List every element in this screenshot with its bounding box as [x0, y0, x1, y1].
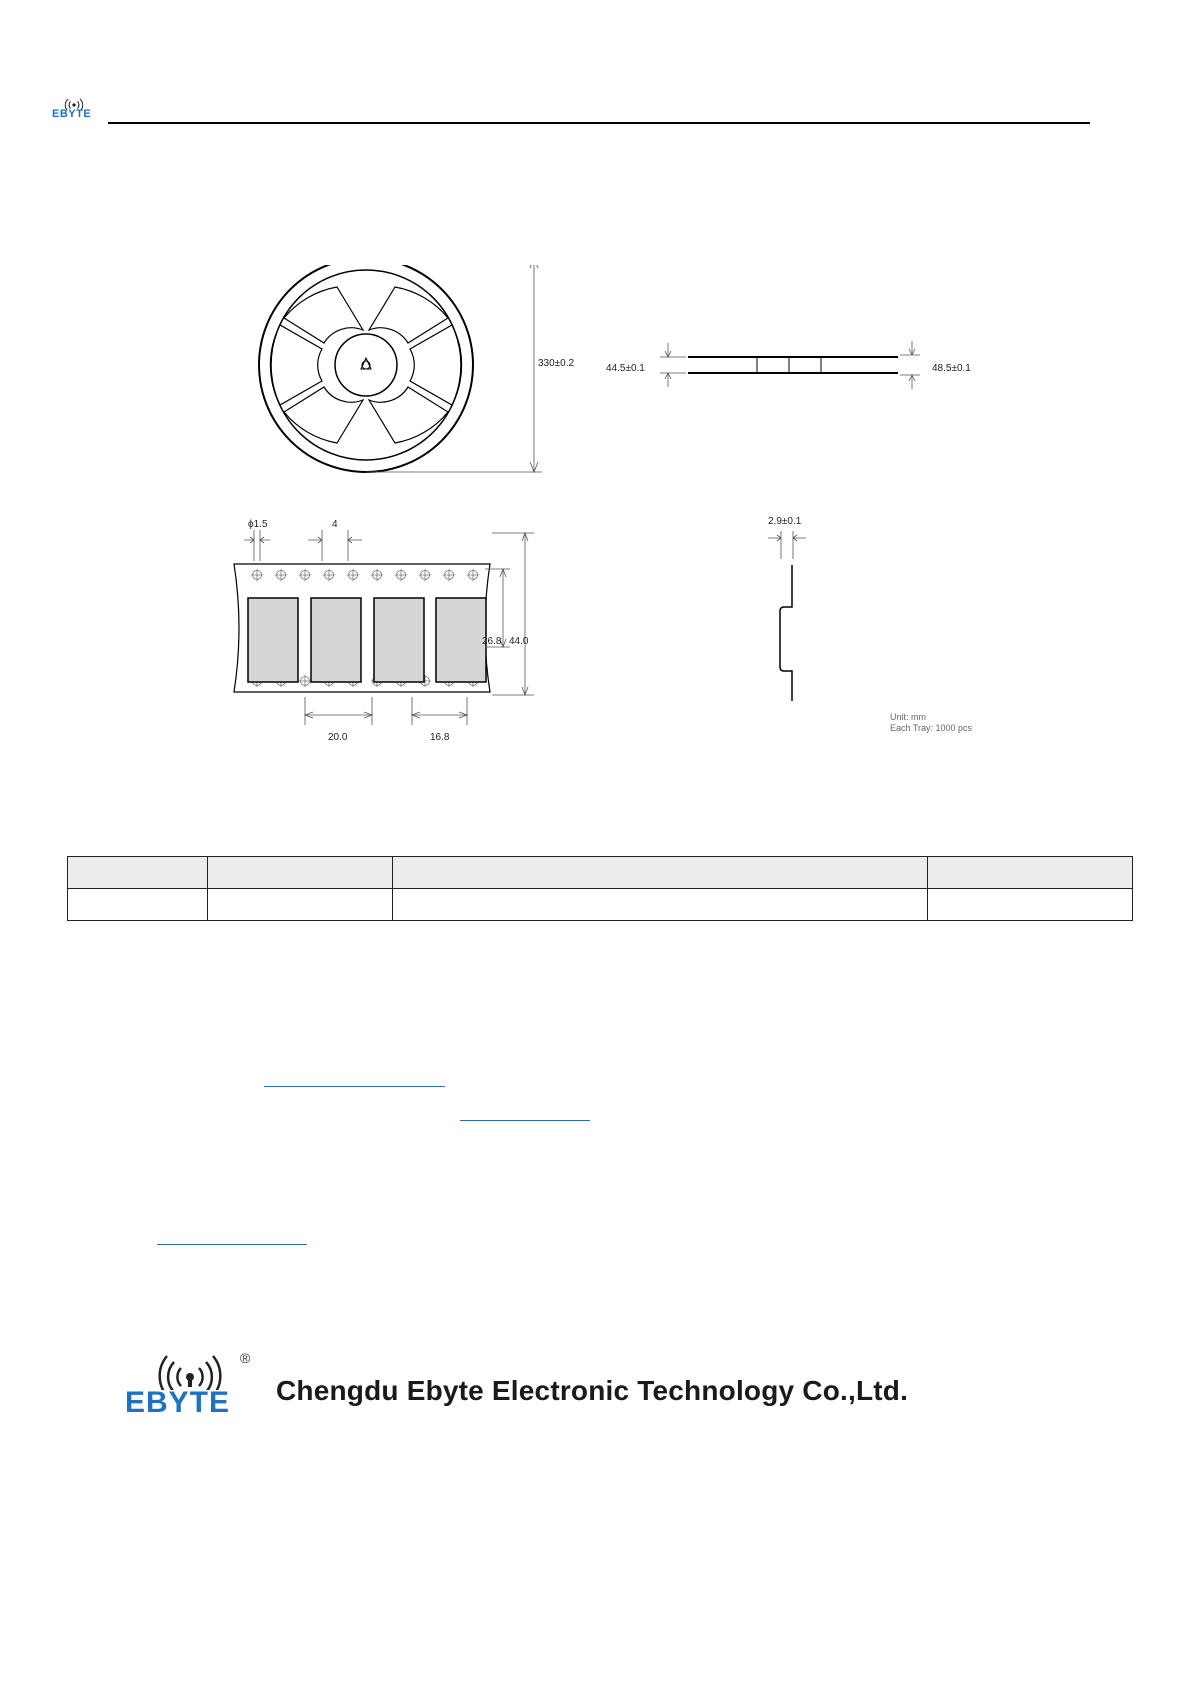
link-underline-2[interactable]	[460, 1120, 590, 1121]
tape-width-label: 44.0	[509, 636, 529, 647]
side-width-dimensions	[660, 341, 920, 389]
component-cavity	[374, 598, 424, 682]
table-cell	[208, 857, 393, 889]
registered-mark: ®	[240, 1350, 251, 1366]
link-underline-1[interactable]	[264, 1086, 445, 1087]
inner-width-label: 44.5±0.1	[606, 363, 645, 374]
table-cell	[928, 857, 1133, 889]
table-cell	[68, 889, 208, 921]
reel-side-view	[688, 357, 898, 373]
signal-icon	[125, 1350, 255, 1390]
component-cavity	[311, 598, 361, 682]
header-logo	[52, 96, 96, 122]
header-rule	[108, 122, 1090, 124]
reel-front-view	[259, 265, 473, 472]
cavity-height-label: 26.8	[482, 636, 502, 647]
table-cell	[68, 857, 208, 889]
footer-logo-text: EBYTE	[125, 1386, 231, 1419]
table-row	[68, 889, 1133, 921]
link-underline-3[interactable]	[157, 1244, 307, 1245]
thickness-dimension	[768, 531, 806, 559]
packaging-drawing	[220, 265, 1000, 755]
table-header-row	[68, 857, 1133, 889]
component-cavity	[248, 598, 298, 682]
carrier-tape-view	[234, 564, 490, 692]
table-cell	[928, 889, 1133, 921]
reel-diameter-label: 330±0.2	[538, 358, 575, 369]
tape-side-profile	[780, 565, 792, 701]
table-cell	[393, 857, 928, 889]
hole-diameter-label: ϕ1.5	[248, 519, 268, 530]
table-cell	[393, 889, 928, 921]
company-name: Chengdu Ebyte Electronic Technology Co.,Ltd.	[276, 1375, 909, 1406]
header-logo-text: EBYTE	[52, 108, 92, 120]
component-cavity	[436, 598, 486, 682]
thickness-label: 2.9±0.1	[768, 516, 802, 527]
table-cell	[208, 889, 393, 921]
hole-pitch-label: 4	[332, 519, 338, 530]
cavity-pitch-label: 20.0	[328, 732, 348, 743]
unit-note: Unit: mm	[890, 712, 926, 722]
order-info-table	[67, 856, 1133, 921]
footer-logo	[125, 1350, 260, 1420]
tray-note: Each Tray: 1000 pcs	[890, 723, 973, 733]
outer-width-label: 48.5±0.1	[932, 363, 971, 374]
cavity-width-label: 16.8	[430, 732, 450, 743]
